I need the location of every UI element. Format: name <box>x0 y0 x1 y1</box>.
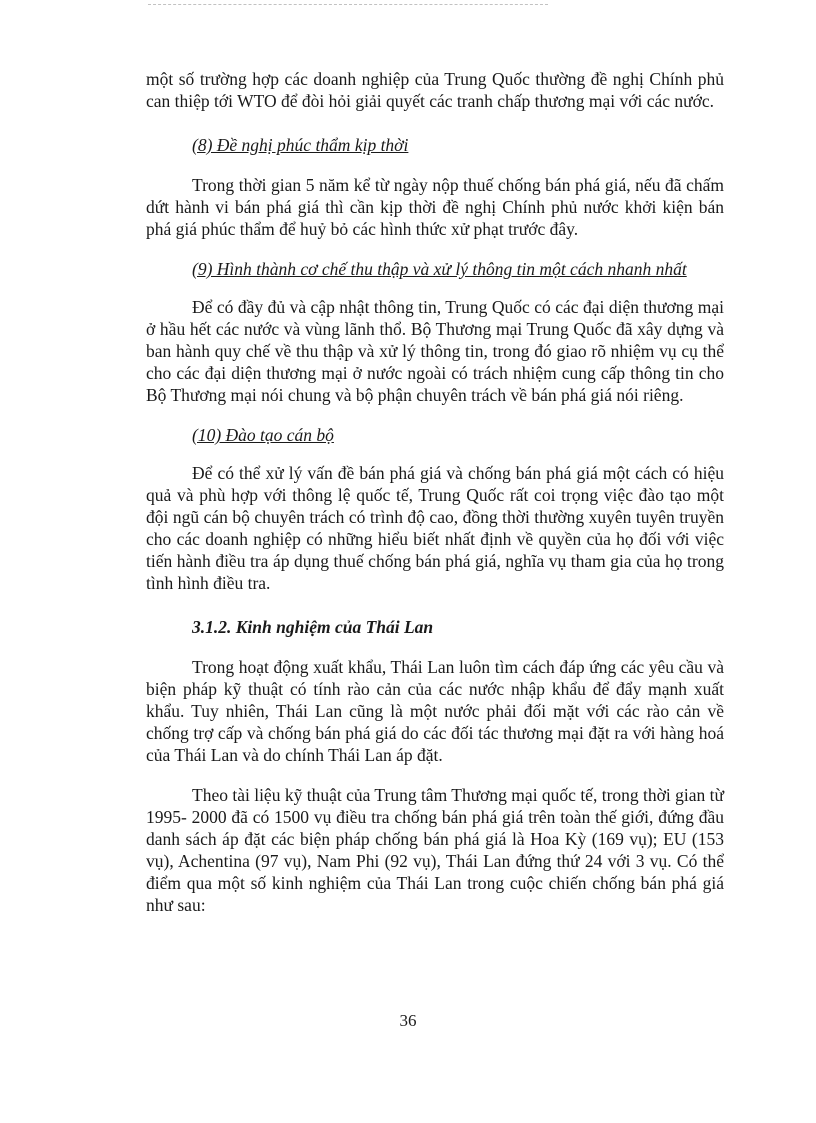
heading-9: (9) Hình thành cơ chế thu thập và xử lý thông tin một cách nhanh nhất <box>192 259 687 279</box>
scan-top-edge-mark <box>148 4 548 9</box>
paragraph-10: Để có thể xử lý vấn đề bán phá giá và chống bán phá giá một cách có hiệu quả và phù hợp với thông lệ quốc tế, Trung Quốc rất coi trọng việc đào tạo một đội ngũ cán bộ chuyên trách có trình độ cao, đồng thời thường xuyên tuyên truyền cho các doanh nghiệp có những hiểu biết nhất định về quyền của họ đối với việc tiến hành điều tra áp dụng thuế chống bán phá giá, nghĩa vụ tham gia của họ trong tình hình điều tra. <box>146 463 724 593</box>
paragraph-9: Để có đầy đủ và cập nhật thông tin, Trung Quốc có các đại diện thương mại ở hầu hết các nước và vùng lãnh thổ. Bộ Thương mại Trung Quốc đã xây dựng và ban hành quy chế về thu thập và xử lý thông tin, trong đó giao rõ nhiệm vụ cụ thể cho các đại diện thương mại ở nước ngoài có trách nhiệm cung cấp thông tin cho Bộ Thương mại nói chung và bộ phận chuyên trách về bán phá giá nói riêng. <box>146 297 724 405</box>
paragraph-thai-1: Trong hoạt động xuất khẩu, Thái Lan luôn tìm cách đáp ứng các yêu cầu và biện pháp kỹ thuật có tính rào cản của các nước nhập khẩu để đẩy mạnh xuất khẩu. Tuy nhiên, Thái Lan cũng là một nước phải đối mặt với các rào cản về chống trợ cấp và chống bán phá giá do các đối tác thương mại đặt ra với hàng hoá của Thái Lan và do chính Thái Lan áp đặt. <box>146 657 724 765</box>
page-number: 36 <box>399 1011 417 1030</box>
paragraph-intro: một số trường hợp các doanh nghiệp của Trung Quốc thường đề nghị Chính phủ can thiệp tới WTO để đòi hỏi giải quyết các tranh chấp thương mại với các nước. <box>146 69 724 111</box>
heading-10: (10) Đào tạo cán bộ <box>192 425 334 445</box>
document-body <box>146 68 724 916</box>
paragraph-8: Trong thời gian 5 năm kể từ ngày nộp thuế chống bán phá giá, nếu đã chấm dứt hành vi bán phá giá thì cần kịp thời đề nghị Chính phủ nước khởi kiện bán phá giá phúc thẩm để huỷ bỏ các hình thức xử phạt trước đây. <box>146 175 724 239</box>
heading-8: (8) Đề nghị phúc thẩm kịp thời <box>192 135 409 155</box>
section-heading-thai: 3.1.2. Kinh nghiệm của Thái Lan <box>192 617 434 637</box>
paragraph-thai-2: Theo tài liệu kỹ thuật của Trung tâm Thương mại quốc tế, trong thời gian từ 1995- 2000 đã có 1500 vụ điều tra chống bán phá giá trên toàn thế giới, đứng đầu danh sách áp đặt các biện pháp chống bán phá giá là Hoa Kỳ (169 vụ); EU (153 vụ), Achentina (97 vụ), Nam Phi (92 vụ), Thái Lan đứng thứ 24 với 3 vụ. Có thể điểm qua một số kinh nghiệm của Thái Lan trong cuộc chiến chống bán phá giá như sau: <box>146 785 724 915</box>
